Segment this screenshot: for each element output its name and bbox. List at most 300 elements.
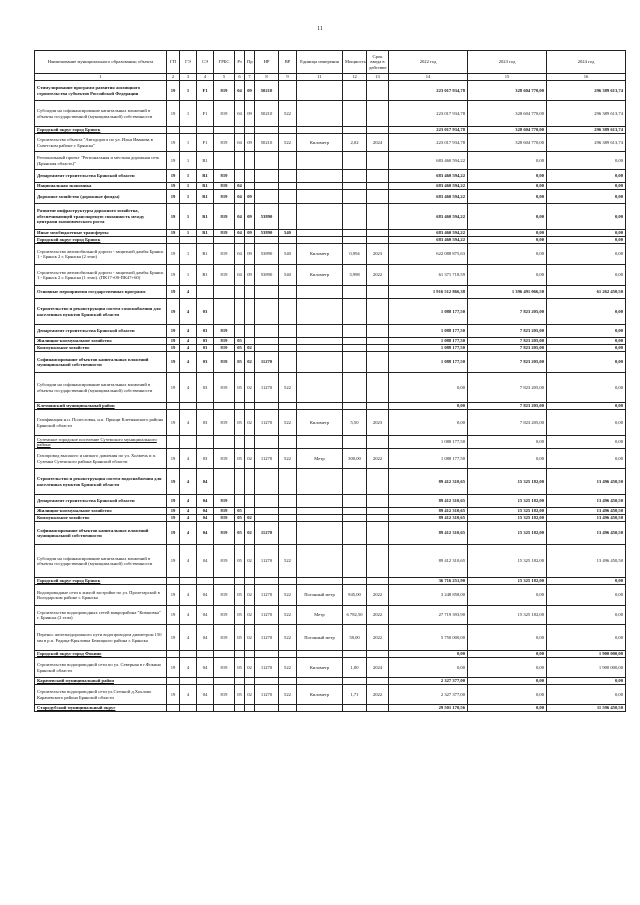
table-cell: 0,994 xyxy=(343,244,367,265)
row-name-cell: Городской округ город Брянск xyxy=(35,237,167,244)
table-row xyxy=(35,508,626,515)
table-cell: 4 xyxy=(180,508,197,515)
table-cell: 3 248 858,00 xyxy=(389,585,468,606)
table-row xyxy=(35,585,626,606)
table-cell: 0,00 xyxy=(468,625,547,651)
table-cell: 522 xyxy=(279,658,297,678)
table-row xyxy=(35,183,626,190)
table-cell xyxy=(343,237,367,244)
table-cell xyxy=(167,403,180,410)
table-cell xyxy=(255,325,279,338)
column-number: 13 xyxy=(367,74,389,81)
table-cell: 0,00 xyxy=(547,244,626,265)
row-name-cell: Строительство автомобильной дороги - защитной дамбы Брянск 1 - Брянск 2 г. Брянска (2 этап) xyxy=(35,244,167,265)
table-cell: 19 xyxy=(167,522,180,545)
row-name-cell: Городской округ город Фокино xyxy=(35,651,167,658)
table-cell: 2022 xyxy=(367,449,389,469)
table-cell xyxy=(279,345,297,352)
table-cell: 0,00 xyxy=(389,658,468,678)
row-name-cell: Суземское городское поселение Суземского муниципального района xyxy=(35,436,167,449)
table-cell xyxy=(255,651,279,658)
table-cell xyxy=(255,508,279,515)
table-cell: Километр xyxy=(297,410,343,436)
column-number-row xyxy=(35,74,626,81)
table-row xyxy=(35,190,626,204)
table-cell: 683 460 594,22 xyxy=(389,152,468,170)
table-cell: 522 xyxy=(279,625,297,651)
table-cell xyxy=(255,299,279,325)
table-cell: 02 xyxy=(245,585,255,606)
table-row xyxy=(35,436,626,449)
table-cell: 819 xyxy=(214,373,235,403)
table-cell: 19 xyxy=(167,230,180,237)
table-cell xyxy=(245,495,255,508)
table-cell: 0,00 xyxy=(468,190,547,204)
table-cell: 819 xyxy=(214,685,235,705)
table-cell: 04 xyxy=(197,495,214,508)
table-cell: 0,00 xyxy=(468,449,547,469)
table-cell xyxy=(197,678,214,685)
table-cell xyxy=(297,190,343,204)
table-cell: 04 xyxy=(197,658,214,678)
table-cell: 819 xyxy=(214,345,235,352)
table-cell: 819 xyxy=(214,230,235,237)
table-cell xyxy=(279,678,297,685)
table-cell: 04 xyxy=(235,265,245,286)
table-cell xyxy=(367,325,389,338)
column-number: 15 xyxy=(468,74,547,81)
table-cell: 09 xyxy=(245,204,255,230)
table-cell: 04 xyxy=(197,515,214,522)
table-cell: 819 xyxy=(214,244,235,265)
table-cell xyxy=(343,204,367,230)
table-cell xyxy=(245,678,255,685)
row-name-cell: Строительство объекта "Автодорога по ул. Ильи Иванова в Советском районе г. Брянска" xyxy=(35,134,167,152)
table-cell xyxy=(367,230,389,237)
table-cell: 7 823 205,00 xyxy=(468,345,547,352)
table-cell: 19 xyxy=(167,373,180,403)
table-cell xyxy=(180,678,197,685)
table-cell: 29 501 170,56 xyxy=(389,705,468,712)
table-cell: 03 xyxy=(197,410,214,436)
table-cell: 4 xyxy=(180,373,197,403)
row-name-cell: Газификация н.п. Полесловка, н.п. Прыщи Клетнянского района Брянской области xyxy=(35,410,167,436)
table-cell: 04 xyxy=(235,204,245,230)
table-cell xyxy=(279,183,297,190)
table-cell xyxy=(235,436,245,449)
table-cell xyxy=(297,101,343,127)
table-cell: 4 xyxy=(180,495,197,508)
table-cell: 2023 xyxy=(367,244,389,265)
table-cell xyxy=(214,299,235,325)
table-cell: 819 xyxy=(214,134,235,152)
row-name-cell: Иные межбюджетные трансферты xyxy=(35,230,167,237)
table-cell: 522 xyxy=(279,410,297,436)
table-cell xyxy=(255,338,279,345)
table-cell: 19 xyxy=(167,299,180,325)
table-cell xyxy=(367,183,389,190)
table-cell: 0,00 xyxy=(547,410,626,436)
table-cell: 0,00 xyxy=(547,685,626,705)
table-cell: 522 xyxy=(279,585,297,606)
table-cell xyxy=(343,230,367,237)
table-cell: 89 412 310,65 xyxy=(389,508,468,515)
table-cell xyxy=(279,436,297,449)
row-name-cell: Клетнянский муниципальный район xyxy=(35,403,167,410)
table-cell: 819 xyxy=(214,183,235,190)
table-cell xyxy=(197,403,214,410)
table-cell xyxy=(279,508,297,515)
table-cell: Километр xyxy=(297,134,343,152)
table-cell xyxy=(255,436,279,449)
table-cell: 819 xyxy=(214,190,235,204)
table-cell: 0,00 xyxy=(468,705,547,712)
table-cell xyxy=(367,190,389,204)
table-cell: 04 xyxy=(197,522,214,545)
table-cell xyxy=(214,436,235,449)
table-cell xyxy=(214,469,235,495)
table-cell: 819 xyxy=(214,625,235,651)
table-cell xyxy=(245,705,255,712)
table-cell: 1 916 512 866,38 xyxy=(389,286,468,299)
table-cell xyxy=(367,705,389,712)
column-number: 7 xyxy=(245,74,255,81)
table-cell: 683 460 594,22 xyxy=(389,237,468,244)
table-cell: 2022 xyxy=(367,585,389,606)
table-cell: 1 088 177,50 xyxy=(389,352,468,373)
table-cell: 02 xyxy=(245,685,255,705)
table-cell xyxy=(197,286,214,299)
table-cell: 945,00 xyxy=(343,585,367,606)
column-header: 2023 год xyxy=(468,51,547,74)
table-cell xyxy=(279,286,297,299)
table-cell xyxy=(297,436,343,449)
table-cell: 15 325 182,00 xyxy=(468,469,547,495)
table-cell: 4 xyxy=(180,469,197,495)
table-cell: 819 xyxy=(214,515,235,522)
table-cell xyxy=(255,152,279,170)
table-cell xyxy=(297,522,343,545)
table-cell xyxy=(235,237,245,244)
table-cell xyxy=(343,345,367,352)
table-cell xyxy=(343,101,367,127)
table-cell: 19 xyxy=(167,658,180,678)
table-cell: 02 xyxy=(245,606,255,625)
table-cell: 2023 xyxy=(367,410,389,436)
table-cell xyxy=(180,237,197,244)
table-cell: 19 xyxy=(167,508,180,515)
table-cell: 04 xyxy=(197,606,214,625)
table-cell: 19 xyxy=(167,265,180,286)
table-cell: 15 325 182,00 xyxy=(468,508,547,515)
table-cell: 0,00 xyxy=(468,237,547,244)
page-number: 11 xyxy=(317,26,323,32)
row-name-cell: Строительство и реконструкция систем газоснабжения для населенных пунктов Брянской области xyxy=(35,299,167,325)
table-cell: 4 xyxy=(180,658,197,678)
table-cell: R1 xyxy=(197,183,214,190)
table-cell xyxy=(297,81,343,101)
table-cell: 15 325 182,00 xyxy=(468,578,547,585)
table-row xyxy=(35,265,626,286)
table-cell: 4 xyxy=(180,625,197,651)
column-header: ВР xyxy=(279,51,297,74)
table-cell xyxy=(214,705,235,712)
table-cell: 02 xyxy=(245,449,255,469)
table-cell: 11270 xyxy=(255,585,279,606)
table-cell: 0,00 xyxy=(547,170,626,183)
table-cell: 0,00 xyxy=(468,204,547,230)
table-cell: 05 xyxy=(235,352,245,373)
row-name-cell: Строительство водопроводной сети ул.Степной д.Хохлово Карачевского района Брянской области xyxy=(35,685,167,705)
table-cell xyxy=(180,705,197,712)
table-cell: 04 xyxy=(197,469,214,495)
table-cell xyxy=(255,286,279,299)
table-cell xyxy=(279,299,297,325)
row-name-cell: Газопровод высокого и низкого давления по ул. Холмечь и п. Суземка Суземского района Брянской области xyxy=(35,449,167,469)
table-cell: 03 xyxy=(197,373,214,403)
table-cell: 0,00 xyxy=(547,265,626,286)
table-row xyxy=(35,352,626,373)
table-cell: 1 xyxy=(180,152,197,170)
table-cell: 819 xyxy=(214,204,235,230)
table-row xyxy=(35,522,626,545)
table-row xyxy=(35,651,626,658)
table-cell: 19 xyxy=(167,244,180,265)
table-row xyxy=(35,244,626,265)
table-cell: 19 xyxy=(167,685,180,705)
table-cell: 04 xyxy=(197,585,214,606)
table-row xyxy=(35,230,626,237)
table-cell: 1 088 177,50 xyxy=(389,338,468,345)
table-cell: 0,00 xyxy=(547,373,626,403)
table-cell: 0,00 xyxy=(547,585,626,606)
table-cell: 1 xyxy=(180,265,197,286)
row-name-cell: Стародубский муниципальный округ xyxy=(35,705,167,712)
table-cell: 4 xyxy=(180,352,197,373)
table-cell xyxy=(279,190,297,204)
table-cell: 1 xyxy=(180,244,197,265)
table-cell: 522 xyxy=(279,545,297,578)
table-cell: 819 xyxy=(214,508,235,515)
table-cell xyxy=(180,578,197,585)
table-cell xyxy=(197,705,214,712)
table-cell xyxy=(367,81,389,101)
table-row xyxy=(35,545,626,578)
table-cell xyxy=(245,436,255,449)
table-cell xyxy=(167,678,180,685)
row-name-cell: Перенос железнодорожного пути водопроводом диаметром 150 мм в р.п. Радица-Крыловка Бежицкого района г. Брянска xyxy=(35,625,167,651)
table-cell xyxy=(255,345,279,352)
table-cell xyxy=(297,230,343,237)
table-cell: 7 823 205,00 xyxy=(468,338,547,345)
table-cell: 04 xyxy=(197,625,214,651)
table-cell: 50210 xyxy=(255,134,279,152)
table-cell xyxy=(367,403,389,410)
table-cell xyxy=(297,705,343,712)
table-cell xyxy=(297,578,343,585)
table-cell: 19 xyxy=(167,286,180,299)
row-name-cell: Дорожное хозяйство (дорожные фонды) xyxy=(35,190,167,204)
table-row xyxy=(35,286,626,299)
table-cell: 223 017 934,78 xyxy=(389,81,468,101)
table-cell: 0,00 xyxy=(547,190,626,204)
table-cell: 1 088 177,50 xyxy=(389,325,468,338)
table-cell: 0,00 xyxy=(547,299,626,325)
table-cell xyxy=(197,651,214,658)
row-name-cell: Стимулирование программ развития жилищного строительства субъектов Российской Федерации xyxy=(35,81,167,101)
table-cell: 19 xyxy=(167,469,180,495)
table-cell: 05 xyxy=(235,373,245,403)
table-cell xyxy=(343,190,367,204)
table-cell xyxy=(343,545,367,578)
table-cell: 819 xyxy=(214,170,235,183)
table-cell xyxy=(297,152,343,170)
column-header: Срок ввода в действие xyxy=(367,51,389,74)
table-cell: 15 325 182,00 xyxy=(468,606,547,625)
table-cell xyxy=(255,705,279,712)
table-cell: 1 xyxy=(180,190,197,204)
table-cell xyxy=(197,127,214,134)
table-cell: 19 xyxy=(167,204,180,230)
table-cell: 04 xyxy=(235,230,245,237)
column-header: СЭ xyxy=(197,51,214,74)
table-cell xyxy=(279,152,297,170)
table-cell: 09 xyxy=(245,190,255,204)
table-cell xyxy=(167,127,180,134)
table-cell: 1 396 491 066,50 xyxy=(468,286,547,299)
table-cell: 19 xyxy=(167,352,180,373)
table-cell xyxy=(297,325,343,338)
table-cell: 7 823 205,00 xyxy=(468,410,547,436)
table-cell xyxy=(245,183,255,190)
table-row xyxy=(35,469,626,495)
table-cell xyxy=(245,578,255,585)
table-cell xyxy=(343,469,367,495)
table-cell xyxy=(297,183,343,190)
table-cell: 7 823 205,00 xyxy=(468,325,547,338)
table-cell xyxy=(197,436,214,449)
table-cell: 02 xyxy=(245,345,255,352)
table-cell: 19 xyxy=(167,585,180,606)
column-header: Единица измерения xyxy=(297,51,343,74)
row-name-cell: Департамент строительства Брянской области xyxy=(35,170,167,183)
table-cell: 819 xyxy=(214,495,235,508)
table-cell: 683 460 594,22 xyxy=(389,183,468,190)
table-cell xyxy=(180,651,197,658)
table-cell xyxy=(343,678,367,685)
table-cell xyxy=(214,403,235,410)
row-name-cell: Строительство и реконструкция систем водоснабжения для населенных пунктов Брянской области xyxy=(35,469,167,495)
table-cell: 5,50 xyxy=(343,410,367,436)
table-cell: 2 327 377,00 xyxy=(389,685,468,705)
table-cell: 1 088 177,50 xyxy=(389,449,468,469)
row-name-cell: Строительство автомобильной дороги - защитной дамбы Брянск 1 - Брянск 2 г. Брянска (1 этап). (ПК17+00-ПК47+60) xyxy=(35,265,167,286)
table-cell xyxy=(343,127,367,134)
table-cell: 3,998 xyxy=(343,265,367,286)
table-cell: 0,00 xyxy=(547,204,626,230)
table-cell xyxy=(279,522,297,545)
table-cell: 03 xyxy=(197,338,214,345)
table-cell: R1 xyxy=(197,170,214,183)
table-cell xyxy=(343,338,367,345)
table-cell: 0,00 xyxy=(468,170,547,183)
table-cell xyxy=(279,578,297,585)
table-cell xyxy=(343,436,367,449)
table-cell: 4 xyxy=(180,286,197,299)
table-cell: 11270 xyxy=(255,625,279,651)
table-cell xyxy=(245,325,255,338)
table-cell xyxy=(367,522,389,545)
table-cell: 0,00 xyxy=(547,345,626,352)
table-cell xyxy=(235,127,245,134)
table-cell xyxy=(279,495,297,508)
table-cell: 58,00 xyxy=(343,625,367,651)
table-cell xyxy=(245,469,255,495)
table-cell: 1 900 000,00 xyxy=(547,651,626,658)
table-cell: 02 xyxy=(245,658,255,678)
table-cell: 0,00 xyxy=(468,244,547,265)
column-number: 4 xyxy=(197,74,214,81)
column-number: 11 xyxy=(297,74,343,81)
table-cell: 04 xyxy=(235,190,245,204)
table-cell: 19 xyxy=(167,625,180,651)
table-cell: 819 xyxy=(214,101,235,127)
table-cell: 27 719 393,90 xyxy=(389,606,468,625)
row-name-cell: Софинансирование объектов капитальных вложений муниципальной собственности xyxy=(35,352,167,373)
table-cell xyxy=(297,204,343,230)
table-cell: 2024 xyxy=(367,134,389,152)
column-header: 2024 год xyxy=(547,51,626,74)
table-cell: 0,00 xyxy=(468,152,547,170)
table-cell: 2022 xyxy=(367,606,389,625)
column-header: ГРБС xyxy=(214,51,235,74)
table-cell: R1 xyxy=(197,265,214,286)
table-cell: 02 xyxy=(245,625,255,651)
table-cell: 819 xyxy=(214,606,235,625)
table-cell: 15 325 182,00 xyxy=(468,545,547,578)
table-cell: 522 xyxy=(279,373,297,403)
row-name-cell: Жилищно-коммунальное хозяйство xyxy=(35,508,167,515)
table-cell: 0,00 xyxy=(547,625,626,651)
table-cell: 13 496 450,50 xyxy=(547,545,626,578)
table-cell: 4 xyxy=(180,449,197,469)
column-header: Рз xyxy=(235,51,245,74)
table-cell: 2024 xyxy=(367,658,389,678)
table-cell: 296 389 613,74 xyxy=(547,134,626,152)
column-header: Пр xyxy=(245,51,255,74)
table-cell: 819 xyxy=(214,352,235,373)
table-row xyxy=(35,152,626,170)
table-cell: 819 xyxy=(214,338,235,345)
column-number: 6 xyxy=(235,74,245,81)
table-cell: 0,00 xyxy=(547,578,626,585)
table-cell: 03 xyxy=(197,449,214,469)
table-cell xyxy=(297,237,343,244)
table-cell: 1 xyxy=(180,81,197,101)
table-cell: 05 xyxy=(235,625,245,651)
table-cell: Километр xyxy=(297,658,343,678)
table-cell xyxy=(367,286,389,299)
table-cell: 05 xyxy=(235,545,245,578)
table-cell xyxy=(255,469,279,495)
table-cell xyxy=(343,170,367,183)
table-cell: 19 xyxy=(167,515,180,522)
table-cell: 522 xyxy=(279,101,297,127)
column-number: 9 xyxy=(279,74,297,81)
table-cell: 02 xyxy=(245,373,255,403)
table-cell: 89 412 310,65 xyxy=(389,495,468,508)
table-cell: 328 604 770,00 xyxy=(468,81,547,101)
